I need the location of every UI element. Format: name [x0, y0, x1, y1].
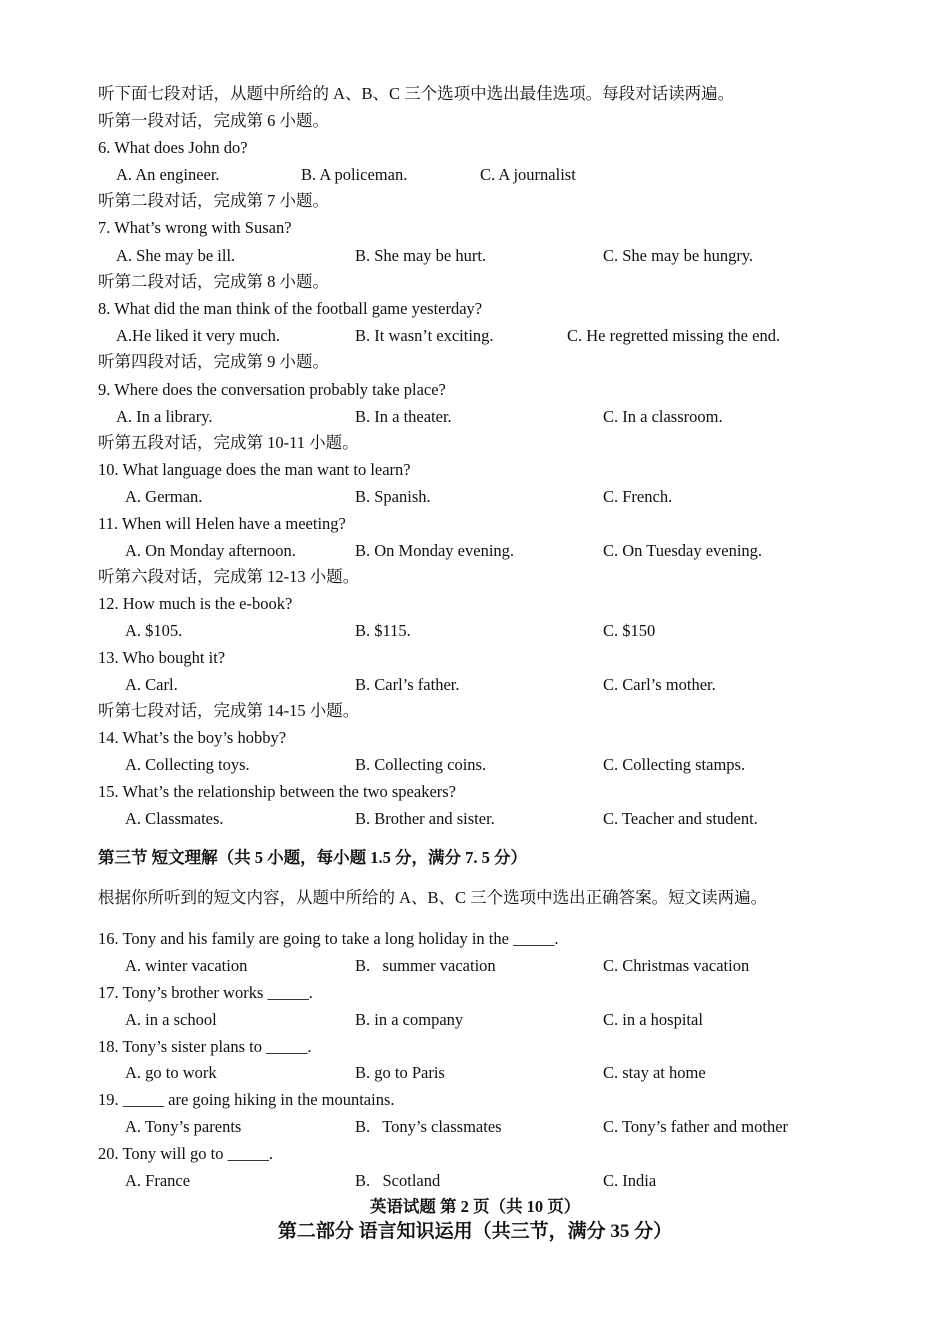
q18-option-b: B. go to Paris: [355, 1063, 445, 1082]
q13-option-b: B. Carl’s father.: [355, 675, 460, 694]
q7-option-a: A. She may be ill.: [116, 246, 236, 265]
q10-option-c: C. French.: [603, 487, 673, 506]
q11-option-a: A. On Monday afternoon.: [125, 541, 296, 560]
q12-option-c: C. $150: [603, 621, 656, 640]
question-6: 6. What does John do?: [98, 138, 248, 157]
q12-option-a: A. $105.: [125, 621, 183, 640]
question-18: 18. Tony’s sister plans to _____.: [98, 1037, 312, 1056]
q11-option-c: C. On Tuesday evening.: [603, 541, 763, 560]
q17-option-c: C. in a hospital: [603, 1010, 703, 1029]
q13-option-a: A. Carl.: [125, 675, 178, 694]
q16-option-c: C. Christmas vacation: [603, 956, 750, 975]
dialog-5-heading: 听第五段对话，完成第 10-11 小题。: [98, 433, 359, 452]
question-10: 10. What language does the man want to learn?: [98, 460, 411, 479]
dialog-7-heading: 听第七段对话，完成第 14-15 小题。: [98, 701, 360, 720]
q19-option-b: B. Tony’s classmates: [355, 1117, 502, 1136]
q8-option-a: A.He liked it very much.: [116, 326, 281, 345]
question-13: 13. Who bought it?: [98, 648, 226, 667]
q7-option-c: C. She may be hungry.: [603, 246, 754, 265]
question-20: 20. Tony will go to _____.: [98, 1144, 274, 1163]
q20-option-c: C. India: [603, 1171, 657, 1190]
part-2-heading: 第二部分 语言知识运用（共三节，满分 35 分）: [277, 1221, 673, 1242]
q19-option-a: A. Tony’s parents: [125, 1117, 242, 1136]
q17-option-b: B. in a company: [355, 1010, 464, 1029]
q15-option-c: C. Teacher and student.: [603, 809, 758, 828]
q15-option-b: B. Brother and sister.: [355, 809, 495, 828]
listening-instruction: 听下面七段对话，从题中所给的 A、B、C 三个选项中选出最佳选项。每段对话读两遍。: [98, 84, 735, 103]
question-15: 15. What’s the relationship between the two speakers?: [98, 782, 457, 801]
dialog-3-heading: 听第二段对话，完成第 8 小题。: [98, 272, 329, 291]
q9-option-b: B. In a theater.: [355, 407, 452, 426]
section-3-heading: 第三节 短文理解（共 5 小题，每小题 1.5 分，满分 7. 5 分）: [98, 848, 527, 867]
q16-option-a: A. winter vacation: [125, 956, 248, 975]
section-3-instruction: 根据你所听到的短文内容，从题中所给的 A、B、C 三个选项中选出正确答案。短文读两遍。: [98, 888, 768, 907]
q14-option-b: B. Collecting coins.: [355, 755, 487, 774]
q13-option-c: C. Carl’s mother.: [603, 675, 716, 694]
q6-option-b: B. A policeman.: [301, 165, 408, 184]
q8-option-c: C. He regretted missing the end.: [567, 326, 781, 345]
question-16: 16. Tony and his family are going to take a long holiday in the _____.: [98, 929, 559, 948]
q6-option-a: A. An engineer.: [116, 165, 220, 184]
q9-option-a: A. In a library.: [116, 407, 213, 426]
q10-option-a: A. German.: [125, 487, 203, 506]
q6-option-c: C. A journalist: [480, 165, 576, 184]
q14-option-c: C. Collecting stamps.: [603, 755, 746, 774]
q14-option-a: A. Collecting toys.: [125, 755, 250, 774]
question-8: 8. What did the man think of the football game yesterday?: [98, 299, 483, 318]
question-14: 14. What’s the boy’s hobby?: [98, 728, 287, 747]
q7-option-b: B. She may be hurt.: [355, 246, 487, 265]
dialog-1-heading: 听第一段对话，完成第 6 小题。: [98, 111, 329, 130]
q12-option-b: B. $115.: [355, 621, 411, 640]
page-footer: 英语试题 第 2 页（共 10 页）: [369, 1197, 581, 1216]
q11-option-b: B. On Monday evening.: [355, 541, 515, 560]
q15-option-a: A. Classmates.: [125, 809, 224, 828]
q8-option-b: B. It wasn’t exciting.: [355, 326, 494, 345]
q10-option-b: B. Spanish.: [355, 487, 431, 506]
q17-option-a: A. in a school: [125, 1010, 217, 1029]
q9-option-c: C. In a classroom.: [603, 407, 723, 426]
q18-option-c: C. stay at home: [603, 1063, 706, 1082]
question-9: 9. Where does the conversation probably take place?: [98, 380, 446, 399]
q16-option-b: B. summer vacation: [355, 956, 496, 975]
question-7: 7. What’s wrong with Susan?: [98, 218, 292, 237]
dialog-4-heading: 听第四段对话，完成第 9 小题。: [98, 352, 329, 371]
q20-option-a: A. France: [125, 1171, 191, 1190]
dialog-2-heading: 听第二段对话，完成第 7 小题。: [98, 191, 329, 210]
question-11: 11. When will Helen have a meeting?: [98, 514, 346, 533]
q18-option-a: A. go to work: [125, 1063, 217, 1082]
question-12: 12. How much is the e-book?: [98, 594, 293, 613]
question-19: 19. _____ are going hiking in the mountains.: [98, 1090, 395, 1109]
question-17: 17. Tony’s brother works _____.: [98, 983, 313, 1002]
dialog-6-heading: 听第六段对话，完成第 12-13 小题。: [98, 567, 360, 586]
q19-option-c: C. Tony’s father and mother: [603, 1117, 789, 1136]
q20-option-b: B. Scotland: [355, 1171, 441, 1190]
